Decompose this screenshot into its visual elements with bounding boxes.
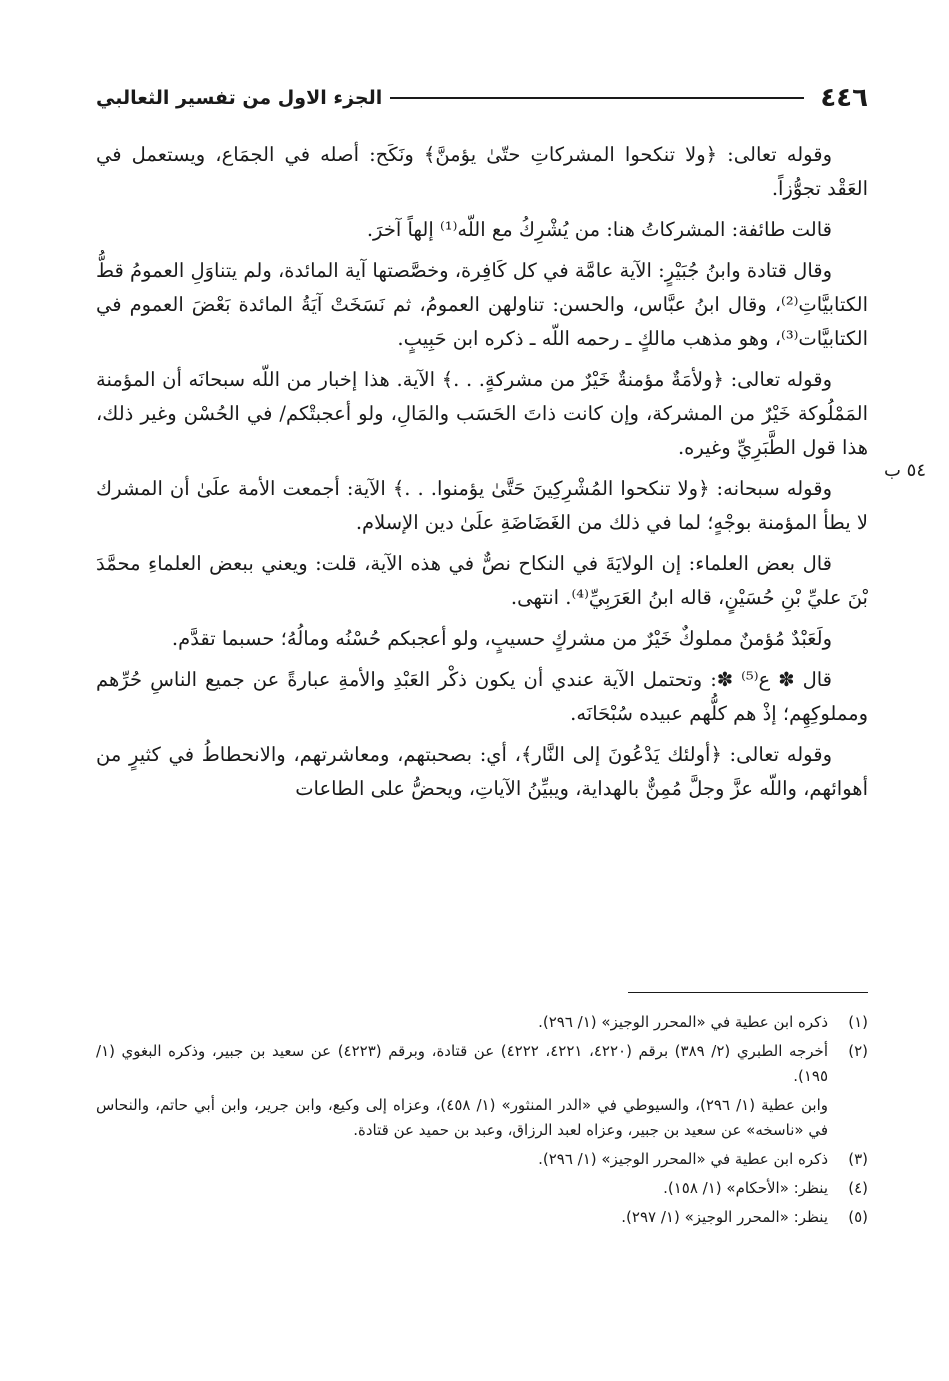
footnote-number [828, 1093, 868, 1143]
footnote [96, 1205, 868, 1230]
footnote [96, 1093, 868, 1143]
footnote-number: (٤) [848, 1179, 868, 1197]
footnote-number: (٥) [848, 1208, 868, 1226]
footnote-number: (١) [848, 1013, 868, 1031]
footnote-text: ذكره ابن عطية في «المحرر الوجيز» (١/ ٢٩٦). [538, 1013, 828, 1031]
footnotes [96, 1010, 868, 1234]
main-text [96, 138, 868, 813]
paragraph: قال بعض العلماء: إن الولايَةَ في النكاح نصٌّ في هذه الآية، قلت: ويعني ببعض العلماءِ محمَّدَ بْنَ عليِّ بْنِ حُسَيْنٍ، قاله ابنُ العَرَبِيِّ⁽⁴⁾. انتهى. [96, 552, 868, 609]
footnote [96, 1147, 868, 1172]
footnote [96, 1010, 868, 1035]
paragraph: ولَعَبْدٌ مُؤمنٌ مملوكٌ خَيْرٌ من مشركٍ حسيبٍ، ولو أعجبكم حُسْنُه ومالُهُ؛ حسبما تقدَّم. [171, 627, 832, 650]
footnote-number: (٢) [848, 1042, 868, 1060]
running-title: الجزء الاول من تفسير الثعالبي [96, 87, 383, 109]
paragraph: وقوله تعالى: ﴿ولأمَةٌ مؤمنةٌ خَيْرٌ من مشركةٍ. . .﴾ الآية. هذا إخبار من اللّه سبحانَه أن المؤمنة المَمْلُوكة خَيْرٌ من المشركة، وإن كانت ذاتَ الحَسَب والمَالِ، ولو أعجبتْكم/ في الحُسْن وغير ذلك، هذا قول الطَّبَرِيِّ وغيره. [96, 368, 868, 459]
footnote-number: (٣) [848, 1150, 868, 1168]
footnote-separator [628, 992, 868, 993]
footnote-text: ينظر: «الأحكام» (١/ ١٥٨). [663, 1179, 828, 1197]
page-number: ٤٤٦ [820, 83, 868, 113]
footnote-text: أخرجه الطبري (٢/ ٣٨٩) برقم (٤٢٢٠، ٤٢٢١، ٤٢٢٢) عن قتادة، وبرقم (٤٢٢٣) عن سعيد بن جبير، وذكره البغوي (١/ ١٩٥). [96, 1042, 828, 1085]
paragraph: قالت طائفة: المشركاتُ هنا: من يُشْرِكُ مع اللّه⁽¹⁾ إلهاً آخرَ. [366, 218, 832, 241]
paragraph: وقال قتادة وابنُ جُبَيْرٍ: الآية عامَّة في كل كَافِرة، وخصَّصتها آية المائدة، ولم يتناوَلِ العمومُ قطُّ الكتابيَّاتِ⁽²⁾، وقال ابنُ عبَّاس، والحسن: تناولهن العمومُ، ثم نَسَخَتْ آيَةُ المائدة بَعْضَ العموم في الكتابيَّات⁽³⁾، وهو مذهب مالكٍ ـ رحمه اللّه ـ ذكره ابن حَبِيبٍ. [96, 259, 868, 350]
paragraph: وقوله تعالى: ﴿ولا تنكحوا المشركاتِ حتّىٰ يؤمنَّ﴾ ونَكَح: أصله في الجمَاع، ويستعمل في العَقْد تجوُّزاً. [96, 143, 868, 200]
paragraph: قال ✽ ع⁽⁵⁾ ✽: وتحتمل الآية عندي أن يكون ذكْر العَبْدِ والأمةِ عبارةً عن جميع الناسِ حُرِّهم ومملوكِهِم؛ إذْ هم كلُّهم عبيده سُبْحَانَه. [96, 668, 868, 725]
header-rule [390, 97, 804, 99]
footnote [96, 1039, 868, 1089]
paragraph: وقوله تعالى: ﴿أولئك يَدْعُونَ إلى النَّار﴾، أي: بصحبتهم، ومعاشرتهم، والانحطاطُ في كثيرٍ من أهوائهم، واللّه عزَّ وجلَّ مُمِنٌّ بالهداية، ويبيِّنُ الآياتِ، ويحضُّ على الطاعات [96, 743, 868, 800]
footnote-text: ينظر: «المحرر الوجيز» (١/ ٢٩٧). [621, 1208, 828, 1226]
page-header [96, 78, 868, 118]
paragraph: وقوله سبحانه: ﴿ولا تنكحوا المُشْرِكِينَ حَتَّىٰ يؤمنوا. . .﴾ الآية: أجمعت الأمة علَىٰ أن المشرك لا يطأ المؤمنة بوجْهٍ؛ لما في ذلك من الغَضَاضَةِ علَىٰ دين الإسلام. [96, 477, 868, 534]
footnote-text: ذكره ابن عطية في «المحرر الوجيز» (١/ ٢٩٦). [538, 1150, 828, 1168]
footnote-text: وابن عطية (١/ ٢٩٦)، والسيوطي في «الدر المنثور» (١/ ٤٥٨)، وعزاه إلى وكيع، وابن جرير، وابن أبي حاتم، والنحاس في «ناسخه» عن سعيد بن جبير، وعزاه لعبد الرزاق، وعبد بن حميد عن قتادة. [96, 1096, 828, 1139]
manuscript-folio-note: ٥٤ ب [883, 460, 926, 481]
footnote [96, 1176, 868, 1201]
